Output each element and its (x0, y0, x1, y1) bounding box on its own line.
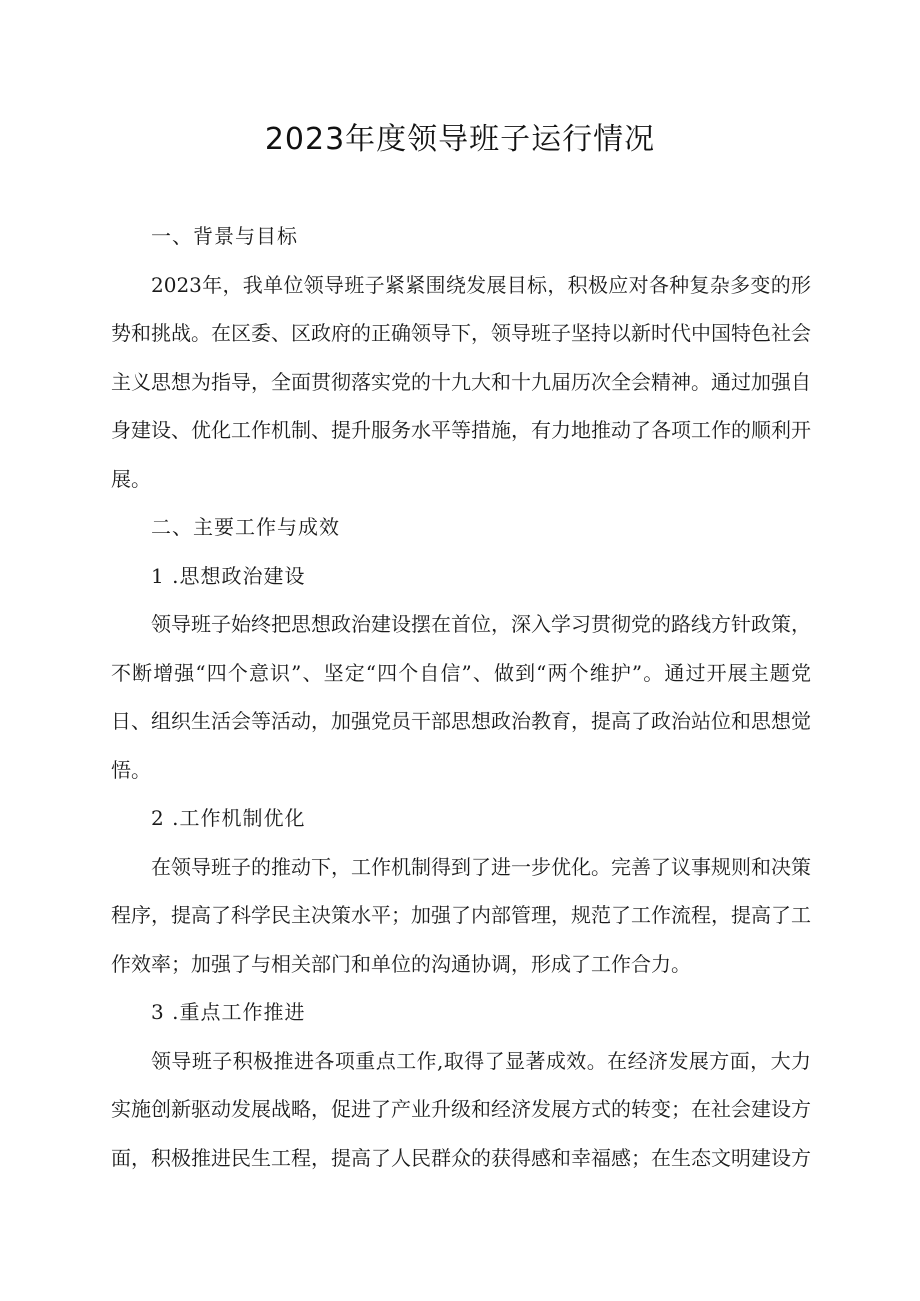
document-title: 2023年度领导班子运行情况 (264, 122, 656, 157)
subsection-heading-ideology: 1 .思想政治建设 (151, 563, 306, 588)
paragraph-background: 2023年，我单位领导班子紧紧围绕发展目标，积极应对各种复杂多变的形势和挑战。在区委、区政府的正确领导下，领导班子坚持以新时代中国特色社会主义思想为指导，全面贯彻落实党的十九大和十九届历次全会精神。通过加强自身建设、优化工作机制、提升服务水平等措施，有力地推动了各项工作的顺利开展。 (111, 272, 811, 491)
paragraph-key-work: 领导班子积极推进各项重点工作,取得了显著成效。在经济发展方面，大力实施创新驱动发展战略，促进了产业升级和经济发展方式的转变；在社会建设方面，积极推进民生工程，提高了人民群众的获得感和幸福感；在生态文明建设方 (111, 1048, 811, 1170)
section-heading-background: 一、背景与目标 (151, 224, 298, 248)
section-heading-main-work: 二、主要工作与成效 (151, 515, 340, 539)
subsection-heading-mechanism: 2 .工作机制优化 (151, 806, 306, 830)
paragraph-mechanism: 在领导班子的推动下，工作机制得到了进一步优化。完善了议事规则和决策程序，提高了科学民主决策水平；加强了内部管理，规范了工作流程，提高了工作效率；加强了与相关部门和单位的沟通协调，形成了工作合力。 (111, 854, 811, 976)
paragraph-ideology: 领导班子始终把思想政治建设摆在首位，深入学习贯彻党的路线方针政策，不断增强“四个意识”、坚定“四个自信”、做到“两个维护”。通过开展主题党日、组织生活会等活动，加强党员干部思想政治教育，提高了政治站位和思想觉悟。 (111, 612, 811, 782)
document-body (111, 212, 811, 1182)
subsection-heading-key-work: 3 .重点工作推进 (151, 1000, 306, 1024)
